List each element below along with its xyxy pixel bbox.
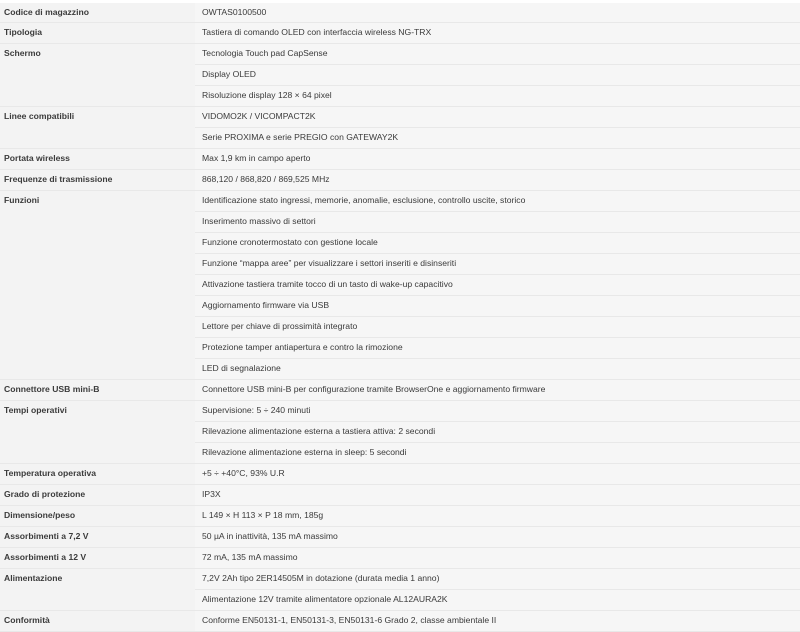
spec-row: [0, 3, 800, 23]
spec-value: L 149 × H 113 × P 18 mm, 185g: [195, 506, 800, 527]
spec-value: Protezione tamper antiapertura e contro la rimozione: [195, 338, 800, 359]
spec-label: Portata wireless: [0, 149, 195, 170]
spec-label: Tempi operativi: [0, 401, 195, 464]
spec-label: Funzioni: [0, 191, 195, 380]
spec-value: Rilevazione alimentazione esterna in sleep: 5 secondi: [195, 443, 800, 464]
spec-value: Risoluzione display 128 × 64 pixel: [195, 86, 800, 107]
spec-row: [0, 170, 800, 191]
spec-value: Tastiera di comando OLED con interfaccia wireless NG-TRX: [195, 23, 800, 44]
spec-value: Identificazione stato ingressi, memorie, anomalie, esclusione, controllo uscite, storico: [195, 191, 800, 212]
spec-label: Linee compatibili: [0, 107, 195, 149]
spec-label: Schermo: [0, 44, 195, 107]
spec-value: LED di segnalazione: [195, 359, 800, 380]
spec-value: Tecnologia Touch pad CapSense: [195, 44, 800, 65]
spec-value: Display OLED: [195, 65, 800, 86]
spec-label: Conformità: [0, 611, 195, 632]
spec-row: [0, 611, 800, 632]
spec-row: [0, 23, 800, 44]
spec-row: [0, 44, 800, 65]
spec-label: Frequenze di trasmissione: [0, 170, 195, 191]
spec-row: [0, 191, 800, 212]
spec-value: 868,120 / 868,820 / 869,525 MHz: [195, 170, 800, 191]
spec-label: Assorbimenti a 12 V: [0, 548, 195, 569]
spec-value: Rilevazione alimentazione esterna a tastiera attiva: 2 secondi: [195, 422, 800, 443]
spec-value: OWTAS0100500: [195, 3, 800, 23]
spec-row: [0, 506, 800, 527]
spec-label: Dimensione/peso: [0, 506, 195, 527]
spec-value: Attivazione tastiera tramite tocco di un tasto di wake-up capacitivo: [195, 275, 800, 296]
specifications-body: [0, 3, 800, 632]
spec-label: Alimentazione: [0, 569, 195, 611]
spec-value: Max 1,9 km in campo aperto: [195, 149, 800, 170]
spec-row: [0, 527, 800, 548]
spec-value: Funzione “mappa aree” per visualizzare i settori inseriti e disinseriti: [195, 254, 800, 275]
spec-value: Inserimento massivo di settori: [195, 212, 800, 233]
spec-label: Grado di protezione: [0, 485, 195, 506]
spec-value: IP3X: [195, 485, 800, 506]
spec-row: [0, 401, 800, 422]
spec-row: [0, 380, 800, 401]
spec-label: Tipologia: [0, 23, 195, 44]
spec-value: VIDOMO2K / VICOMPACT2K: [195, 107, 800, 128]
spec-value: 7,2V 2Ah tipo 2ER14505M in dotazione (durata media 1 anno): [195, 569, 800, 590]
spec-value: Alimentazione 12V tramite alimentatore opzionale AL12AURA2K: [195, 590, 800, 611]
spec-row: [0, 149, 800, 170]
spec-value: Connettore USB mini-B per configurazione tramite BrowserOne e aggiornamento firmware: [195, 380, 800, 401]
spec-value: Funzione cronotermostato con gestione locale: [195, 233, 800, 254]
spec-label: Temperatura operativa: [0, 464, 195, 485]
spec-row: [0, 548, 800, 569]
spec-value: 72 mA, 135 mA massimo: [195, 548, 800, 569]
spec-row: [0, 107, 800, 128]
specifications-table: [0, 3, 800, 632]
spec-value: Lettore per chiave di prossimità integrato: [195, 317, 800, 338]
spec-label: Assorbimenti a 7,2 V: [0, 527, 195, 548]
spec-label: Connettore USB mini-B: [0, 380, 195, 401]
spec-value: Serie PROXIMA e serie PREGIO con GATEWAY2K: [195, 128, 800, 149]
spec-value: Supervisione: 5 ÷ 240 minuti: [195, 401, 800, 422]
spec-value: +5 ÷ +40°C, 93% U.R: [195, 464, 800, 485]
spec-value: Conforme EN50131-1, EN50131-3, EN50131-6 Grado 2, classe ambientale II: [195, 611, 800, 632]
spec-value: Aggiornamento firmware via USB: [195, 296, 800, 317]
spec-label: Codice di magazzino: [0, 3, 195, 23]
spec-value: 50 µA in inattività, 135 mA massimo: [195, 527, 800, 548]
spec-row: [0, 569, 800, 590]
spec-row: [0, 464, 800, 485]
spec-row: [0, 485, 800, 506]
